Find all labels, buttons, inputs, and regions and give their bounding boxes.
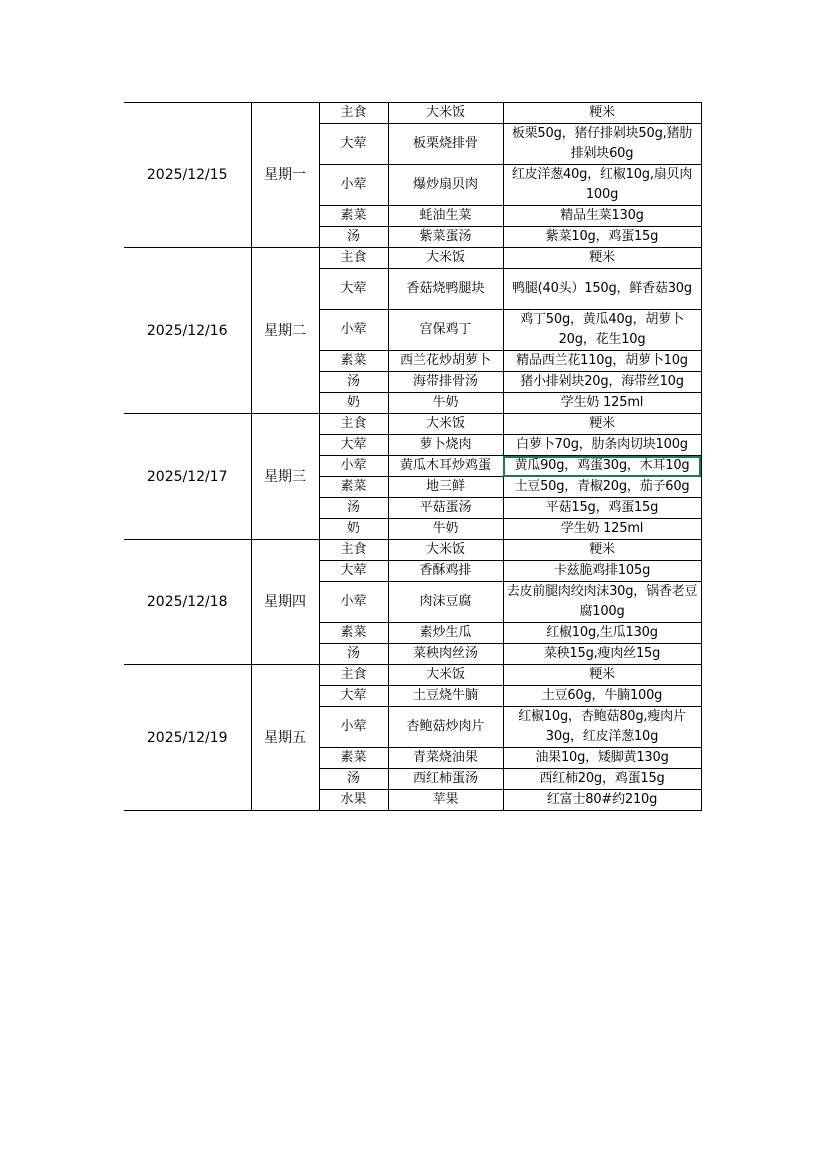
ingredients-cell[interactable]: 鸡丁50g，黄瓜40g，胡萝卜20g，花生10g — [503, 310, 701, 351]
ingredients-cell[interactable]: 猪小排剁块20g，海带丝10g — [503, 372, 701, 393]
category-cell[interactable]: 大荤 — [319, 435, 388, 456]
ingredients-cell[interactable]: 去皮前腿肉绞肉沫30g，锅香老豆腐100g — [503, 582, 701, 623]
date-cell[interactable]: 2025/12/16 — [124, 248, 251, 414]
ingredients-cell[interactable]: 土豆50g，青椒20g，茄子60g — [503, 477, 701, 498]
category-cell[interactable]: 小荤 — [319, 707, 388, 748]
category-cell[interactable]: 奶 — [319, 519, 388, 540]
category-cell[interactable]: 水果 — [319, 790, 388, 811]
category-cell[interactable]: 小荤 — [319, 582, 388, 623]
dish-cell[interactable]: 海带排骨汤 — [388, 372, 503, 393]
ingredients-cell[interactable]: 菜秧15g,瘦肉丝15g — [503, 644, 701, 665]
category-cell[interactable]: 大荤 — [319, 686, 388, 707]
menu-row — [124, 665, 701, 686]
ingredients-cell[interactable]: 鸭腿(40头）150g，鲜香菇30g — [503, 269, 701, 310]
category-cell[interactable]: 汤 — [319, 372, 388, 393]
ingredients-cell[interactable]: 红椒10g,生瓜130g — [503, 623, 701, 644]
dish-cell[interactable]: 地三鲜 — [388, 477, 503, 498]
dish-cell[interactable]: 素炒生瓜 — [388, 623, 503, 644]
category-cell[interactable]: 大荤 — [319, 269, 388, 310]
ingredients-cell[interactable]: 粳米 — [503, 248, 701, 269]
dish-cell[interactable]: 土豆烧牛腩 — [388, 686, 503, 707]
ingredients-cell[interactable]: 板栗50g，猪仔排剁块50g,猪肋排剁块60g — [503, 124, 701, 165]
category-cell[interactable]: 汤 — [319, 769, 388, 790]
ingredients-cell[interactable]: 粳米 — [503, 540, 701, 561]
ingredients-cell[interactable]: 黄瓜90g，鸡蛋30g，木耳10g — [503, 456, 701, 477]
dish-cell[interactable]: 萝卜烧肉 — [388, 435, 503, 456]
dish-cell[interactable]: 牛奶 — [388, 393, 503, 414]
dish-cell[interactable]: 杏鲍菇炒肉片 — [388, 707, 503, 748]
category-cell[interactable]: 主食 — [319, 414, 388, 435]
ingredients-cell[interactable]: 粳米 — [503, 103, 701, 124]
category-cell[interactable]: 主食 — [319, 665, 388, 686]
category-cell[interactable]: 汤 — [319, 498, 388, 519]
date-cell[interactable]: 2025/12/15 — [124, 103, 251, 248]
ingredients-cell[interactable]: 平菇15g，鸡蛋15g — [503, 498, 701, 519]
category-cell[interactable]: 汤 — [319, 644, 388, 665]
ingredients-cell[interactable]: 学生奶 125ml — [503, 393, 701, 414]
category-cell[interactable]: 素菜 — [319, 206, 388, 227]
dish-cell[interactable]: 宫保鸡丁 — [388, 310, 503, 351]
weekday-cell[interactable]: 星期三 — [251, 414, 319, 540]
weekday-cell[interactable]: 星期一 — [251, 103, 319, 248]
dish-cell[interactable]: 板栗烧排骨 — [388, 124, 503, 165]
category-cell[interactable]: 汤 — [319, 227, 388, 248]
ingredients-cell[interactable]: 西红柿20g，鸡蛋15g — [503, 769, 701, 790]
dish-cell[interactable]: 牛奶 — [388, 519, 503, 540]
dish-cell[interactable]: 黄瓜木耳炒鸡蛋 — [388, 456, 503, 477]
weekly-menu-table — [124, 102, 702, 811]
dish-cell[interactable]: 西兰花炒胡萝卜 — [388, 351, 503, 372]
menu-table-body — [124, 103, 701, 811]
category-cell[interactable]: 素菜 — [319, 623, 388, 644]
dish-cell[interactable]: 蚝油生菜 — [388, 206, 503, 227]
menu-row — [124, 540, 701, 561]
menu-row — [124, 414, 701, 435]
category-cell[interactable]: 主食 — [319, 248, 388, 269]
weekday-cell[interactable]: 星期二 — [251, 248, 319, 414]
category-cell[interactable]: 小荤 — [319, 310, 388, 351]
category-cell[interactable]: 素菜 — [319, 477, 388, 498]
ingredients-cell[interactable]: 精品西兰花110g，胡萝卜10g — [503, 351, 701, 372]
ingredients-cell[interactable]: 红富士80#约210g — [503, 790, 701, 811]
menu-row — [124, 103, 701, 124]
ingredients-cell[interactable]: 精品生菜130g — [503, 206, 701, 227]
ingredients-cell[interactable]: 紫菜10g，鸡蛋15g — [503, 227, 701, 248]
category-cell[interactable]: 大荤 — [319, 561, 388, 582]
ingredients-cell[interactable]: 红椒10g，杏鲍菇80g,瘦肉片30g，红皮洋葱10g — [503, 707, 701, 748]
dish-cell[interactable]: 大米饭 — [388, 248, 503, 269]
category-cell[interactable]: 素菜 — [319, 351, 388, 372]
dish-cell[interactable]: 平菇蛋汤 — [388, 498, 503, 519]
category-cell[interactable]: 主食 — [319, 540, 388, 561]
ingredients-cell[interactable]: 红皮洋葱40g，红椒10g,扇贝肉100g — [503, 165, 701, 206]
ingredients-cell[interactable]: 粳米 — [503, 665, 701, 686]
dish-cell[interactable]: 大米饭 — [388, 414, 503, 435]
ingredients-cell[interactable]: 白萝卜70g，肋条肉切块100g — [503, 435, 701, 456]
dish-cell[interactable]: 菜秧肉丝汤 — [388, 644, 503, 665]
dish-cell[interactable]: 紫菜蛋汤 — [388, 227, 503, 248]
weekday-cell[interactable]: 星期四 — [251, 540, 319, 665]
date-cell[interactable]: 2025/12/18 — [124, 540, 251, 665]
ingredients-cell[interactable]: 学生奶 125ml — [503, 519, 701, 540]
dish-cell[interactable]: 苹果 — [388, 790, 503, 811]
date-cell[interactable]: 2025/12/17 — [124, 414, 251, 540]
menu-row — [124, 248, 701, 269]
category-cell[interactable]: 大荤 — [319, 124, 388, 165]
dish-cell[interactable]: 大米饭 — [388, 103, 503, 124]
category-cell[interactable]: 主食 — [319, 103, 388, 124]
date-cell[interactable]: 2025/12/19 — [124, 665, 251, 811]
weekday-cell[interactable]: 星期五 — [251, 665, 319, 811]
dish-cell[interactable]: 香酥鸡排 — [388, 561, 503, 582]
dish-cell[interactable]: 大米饭 — [388, 665, 503, 686]
dish-cell[interactable]: 香菇烧鸭腿块 — [388, 269, 503, 310]
dish-cell[interactable]: 青菜烧油果 — [388, 748, 503, 769]
ingredients-cell[interactable]: 卡兹脆鸡排105g — [503, 561, 701, 582]
dish-cell[interactable]: 大米饭 — [388, 540, 503, 561]
category-cell[interactable]: 小荤 — [319, 456, 388, 477]
dish-cell[interactable]: 爆炒扇贝肉 — [388, 165, 503, 206]
category-cell[interactable]: 小荤 — [319, 165, 388, 206]
ingredients-cell[interactable]: 土豆60g，牛腩100g — [503, 686, 701, 707]
ingredients-cell[interactable]: 油果10g，矮脚黄130g — [503, 748, 701, 769]
ingredients-cell[interactable]: 粳米 — [503, 414, 701, 435]
dish-cell[interactable]: 肉沫豆腐 — [388, 582, 503, 623]
category-cell[interactable]: 素菜 — [319, 748, 388, 769]
category-cell[interactable]: 奶 — [319, 393, 388, 414]
dish-cell[interactable]: 西红柿蛋汤 — [388, 769, 503, 790]
